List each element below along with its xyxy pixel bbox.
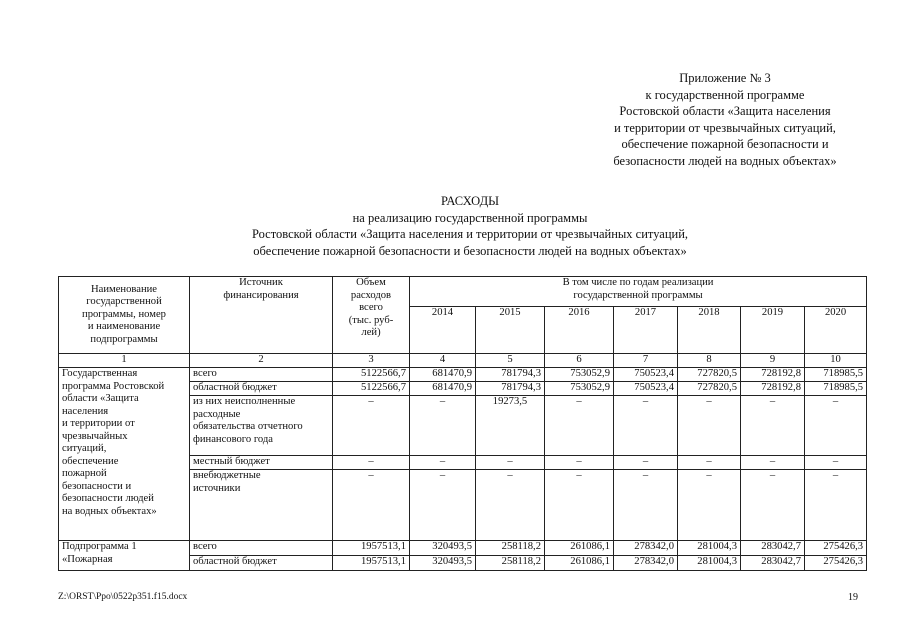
year-cell: – <box>476 456 545 470</box>
year-cell: 261086,1 <box>545 556 614 571</box>
column-number: 10 <box>805 354 867 368</box>
header-year: 2014 <box>410 307 476 354</box>
header-year: 2016 <box>545 307 614 354</box>
year-cell: 283042,7 <box>741 541 805 556</box>
year-cell: 750523,4 <box>614 368 678 382</box>
page-number: 19 <box>848 592 858 603</box>
column-number: 9 <box>741 354 805 368</box>
header-years-group: В том числе по годам реализации государственной программы <box>410 277 867 307</box>
header-volume: Объем расходов всего (тыс. руб- лей) <box>333 277 410 354</box>
source-cell: областной бюджет <box>190 556 333 571</box>
year-cell: 258118,2 <box>476 541 545 556</box>
column-number: 4 <box>410 354 476 368</box>
source-cell: из них неисполненные расходные обязательства отчетного финансового года <box>190 396 333 456</box>
year-cell: – <box>410 456 476 470</box>
year-cell: – <box>805 396 867 456</box>
source-cell: внебюджетные источники <box>190 470 333 541</box>
total-cell: 1957513,1 <box>333 556 410 571</box>
year-cell: 320493,5 <box>410 556 476 571</box>
year-cell: 275426,3 <box>805 541 867 556</box>
year-cell: 19273,5 <box>476 396 545 456</box>
year-cell: – <box>476 470 545 541</box>
column-number: 5 <box>476 354 545 368</box>
expenses-table <box>58 276 867 571</box>
header-year: 2015 <box>476 307 545 354</box>
appendix-line: к государственной программе <box>645 87 805 102</box>
appendix-header <box>560 70 890 169</box>
year-cell: 727820,5 <box>678 368 741 382</box>
subprogram-name: Подпрограмма 1 «Пожарная <box>59 541 190 571</box>
year-cell: 278342,0 <box>614 541 678 556</box>
total-cell: – <box>333 396 410 456</box>
year-cell: 718985,5 <box>805 382 867 396</box>
year-cell: 728192,8 <box>741 368 805 382</box>
title-line: РАСХОДЫ <box>441 194 499 208</box>
total-cell: – <box>333 470 410 541</box>
footer-file-path: Z:\ORST\Ppo\0522p351.f15.docx <box>58 592 188 602</box>
year-cell: – <box>614 396 678 456</box>
year-cell: – <box>805 456 867 470</box>
total-cell: 1957513,1 <box>333 541 410 556</box>
year-cell: 728192,8 <box>741 382 805 396</box>
title-line: Ростовской области «Защита населения и территории от чрезвычайных ситуаций, <box>251 227 689 241</box>
year-cell: – <box>678 470 741 541</box>
appendix-line: Приложение № 3 <box>679 71 771 85</box>
year-cell: 281004,3 <box>678 541 741 556</box>
year-cell: – <box>614 470 678 541</box>
year-cell: – <box>678 396 741 456</box>
year-cell: 753052,9 <box>545 368 614 382</box>
year-cell: – <box>805 470 867 541</box>
header-name: Наименование государственной программы, номер и наименование подпрограммы <box>59 277 190 354</box>
year-cell: 258118,2 <box>476 556 545 571</box>
year-cell: – <box>678 456 741 470</box>
year-cell: 261086,1 <box>545 541 614 556</box>
year-cell: 753052,9 <box>545 382 614 396</box>
table-row <box>59 541 867 556</box>
header-year: 2020 <box>805 307 867 354</box>
year-cell: 283042,7 <box>741 556 805 571</box>
header-year: 2018 <box>678 307 741 354</box>
year-cell: 750523,4 <box>614 382 678 396</box>
column-number: 1 <box>59 354 190 368</box>
appendix-line: безопасности людей на водных объектах» <box>613 153 837 168</box>
total-cell: 5122566,7 <box>333 368 410 382</box>
year-cell: – <box>741 470 805 541</box>
column-number: 6 <box>545 354 614 368</box>
year-cell: – <box>741 456 805 470</box>
year-cell: 281004,3 <box>678 556 741 571</box>
year-cell: 320493,5 <box>410 541 476 556</box>
year-cell: 781794,3 <box>476 382 545 396</box>
table-header-row <box>59 277 867 307</box>
source-cell: областной бюджет <box>190 382 333 396</box>
source-cell: всего <box>190 541 333 556</box>
column-number: 2 <box>190 354 333 368</box>
column-number: 8 <box>678 354 741 368</box>
year-cell: – <box>545 470 614 541</box>
year-cell: 278342,0 <box>614 556 678 571</box>
header-source: Источник финансирования <box>190 277 333 354</box>
title-line: на реализацию государственной программы <box>352 210 588 225</box>
year-cell: – <box>410 470 476 541</box>
source-cell: местный бюджет <box>190 456 333 470</box>
table-row <box>59 368 867 382</box>
column-number: 7 <box>614 354 678 368</box>
year-cell: 781794,3 <box>476 368 545 382</box>
year-cell: – <box>545 396 614 456</box>
appendix-line: Ростовской области «Защита населения <box>619 104 831 118</box>
year-cell: 681470,9 <box>410 382 476 396</box>
total-cell: 5122566,7 <box>333 382 410 396</box>
header-year: 2017 <box>614 307 678 354</box>
year-cell: – <box>614 456 678 470</box>
year-cell: 718985,5 <box>805 368 867 382</box>
year-cell: 681470,9 <box>410 368 476 382</box>
program-name: Государственная программа Ростовской области «Защита населения и территории от чрезвычайных ситуаций, обеспечение пожарной безопасности и безопасности людей на водных объектах» <box>59 368 190 541</box>
appendix-line: и территории от чрезвычайных ситуаций, <box>614 120 836 135</box>
year-cell: – <box>741 396 805 456</box>
year-cell: – <box>545 456 614 470</box>
total-cell: – <box>333 456 410 470</box>
title-line: обеспечение пожарной безопасности и безопасности людей на водных объектах» <box>253 243 687 258</box>
column-number: 3 <box>333 354 410 368</box>
document-title <box>140 193 800 259</box>
year-cell: – <box>410 396 476 456</box>
year-cell: 727820,5 <box>678 382 741 396</box>
source-cell: всего <box>190 368 333 382</box>
header-year: 2019 <box>741 307 805 354</box>
year-cell: 275426,3 <box>805 556 867 571</box>
column-number-row <box>59 354 867 368</box>
appendix-line: обеспечение пожарной безопасности и <box>621 137 829 151</box>
